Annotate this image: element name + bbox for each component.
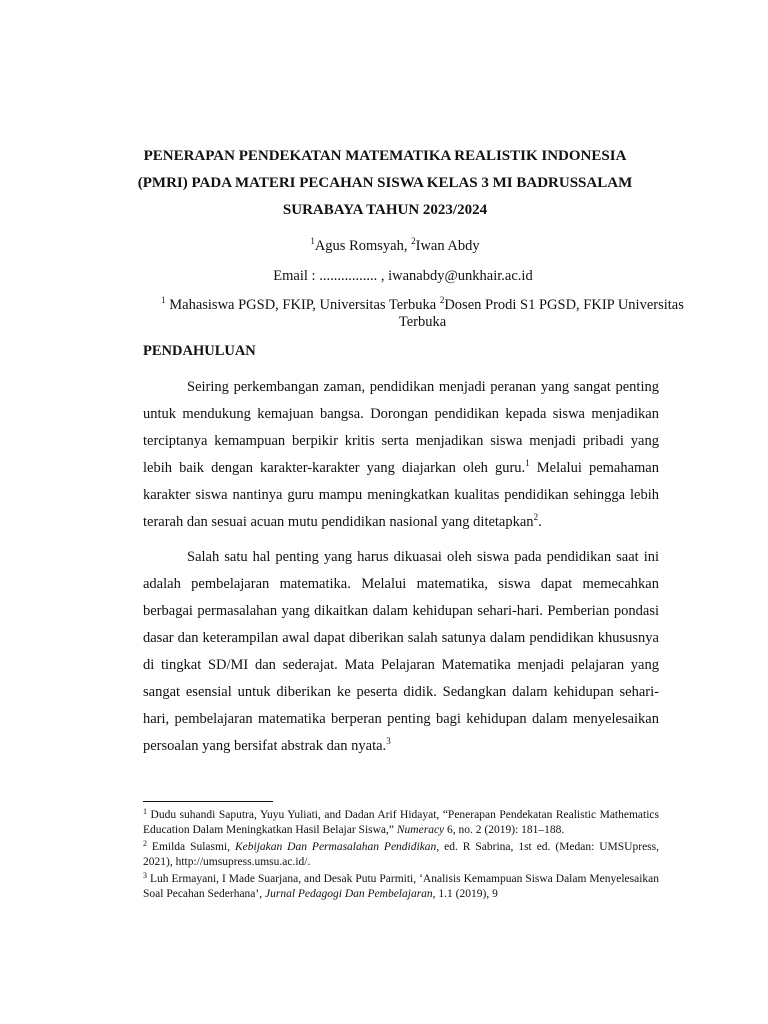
title-line-3: SURABAYA TAHUN 2023/2024 xyxy=(282,202,488,218)
footnote-3-journal: Jurnal Pedagogi Dan Pembelajaran xyxy=(264,888,433,900)
paper-title xyxy=(120,143,650,224)
section-heading: PENDAHULUAN xyxy=(143,343,256,359)
author-email: Email : ................ , iwanabdy@unkhair.ac.id xyxy=(273,268,533,284)
footnote-1-number: 1 xyxy=(143,807,147,816)
footnote-1-tail: 6, no. 2 (2019): 181–188. xyxy=(444,824,565,836)
footnote-2 xyxy=(143,840,659,870)
footnote-2-number: 2 xyxy=(143,839,147,848)
footnote-2-tail: , ed. R Sabrina, 1st ed. (Medan: UMSUpress, 2021), http://umsupress.umsu.ac.id/. xyxy=(143,841,659,868)
footnote-3-number: 3 xyxy=(143,871,147,880)
author-1-marker: 1 xyxy=(310,236,315,246)
footnote-1-text: Dudu suhandi Saputra, Yuyu Yuliati, and Dadan Arif Hidayat, “Penerapan Pendekatan Realistic Mathematics Education Dalam Meningkatkan Hasil Belajar Siswa,” xyxy=(143,809,659,836)
footnote-3-tail: , 1.1 (2019), 9 xyxy=(432,888,498,900)
paragraph-2-text: Salah satu hal penting yang harus dikuasai oleh siswa pada pendidikan saat ini adalah pembelajaran matematika. Melalui matematika, siswa dapat memecahkan berbagai permasalahan yang dikaitkan dalam kehidupan sehari-hari. Pemberian pondasi dasar dan keterampilan awal dapat diberikan salah satunya dalam pendidikan khususnya di tingkat SD/MI dan sederajat. Mata Pelajaran Matematika menjadi pelajaran yang sangat esensial untuk diberikan ke peserta didik. Sedangkan dalam kehidupan sehari-hari, pembelajaran matematika berperan penting bagi kehidupan dalam menyelesaikan persoalan yang bersifat abstrak dan nyata. xyxy=(143,549,659,754)
footnote-ref-3[interactable]: 3 xyxy=(386,736,391,746)
paragraph-2 xyxy=(143,544,659,760)
author-1-name: Agus Romsyah, xyxy=(314,238,412,254)
footnote-3 xyxy=(143,872,659,902)
footnote-separator xyxy=(143,801,273,802)
footnote-2-text: Emilda Sulasmi, xyxy=(147,841,235,853)
footnote-1 xyxy=(143,808,659,838)
paragraph-1-text-c: . xyxy=(538,514,542,530)
affiliation-1-marker: 1 xyxy=(161,295,166,305)
affiliation-2-marker: 2 xyxy=(439,295,445,305)
paragraph-1-text-b: Melalui pemahaman karakter siswa nantinya guru mampu meningkatkan kualitas pendidikan sehingga lebih terarah dan sesuai acuan mutu pendidikan nasional yang ditetapkan xyxy=(143,460,659,530)
author-2-name: Iwan Abdy xyxy=(415,238,480,254)
footnote-2-book-title: Kebijakan Dan Permasalahan Pendidikan xyxy=(234,841,437,853)
footnote-ref-2[interactable]: 2 xyxy=(533,512,539,522)
author-2-marker: 2 xyxy=(411,236,416,246)
author-affiliation xyxy=(150,297,695,331)
paragraph-1-text-a: Seiring perkembangan zaman, pendidikan menjadi peranan yang sangat penting untuk mendukung kemajuan bangsa. Dorongan pendidikan kepada siswa menjadikan terciptanya kemampuan berpikir kritis serta menjadikan siswa menjadi pribadi yang lebih baik dengan karakter-karakter yang diajarkan oleh guru. xyxy=(143,379,659,476)
affiliation-2-text: Dosen Prodi S1 PGSD, FKIP Universitas Terbuka xyxy=(398,297,684,330)
title-line-2: (PMRI) PADA MATERI PECAHAN SISWA KELAS 3 MI BADRUSSALAM xyxy=(137,175,633,191)
footnotes xyxy=(143,808,659,904)
footnote-1-journal: Numeracy xyxy=(396,824,445,836)
footnote-ref-1[interactable]: 1 xyxy=(525,458,530,468)
footnote-3-text: Luh Ermayani, I Made Suarjana, and Desak Putu Parmiti, ‘Analisis Kemampuan Siswa Dalam Menyelesaikan Soal Pecahan Sederhana’, xyxy=(143,873,659,900)
title-line-1: PENERAPAN PENDEKATAN MATEMATIKA REALISTIK INDONESIA xyxy=(143,148,627,164)
affiliation-1-text: Mahasiswa PGSD, FKIP, Universitas Terbuka xyxy=(165,297,440,313)
author-list xyxy=(0,238,768,255)
paragraph-1 xyxy=(143,374,659,536)
